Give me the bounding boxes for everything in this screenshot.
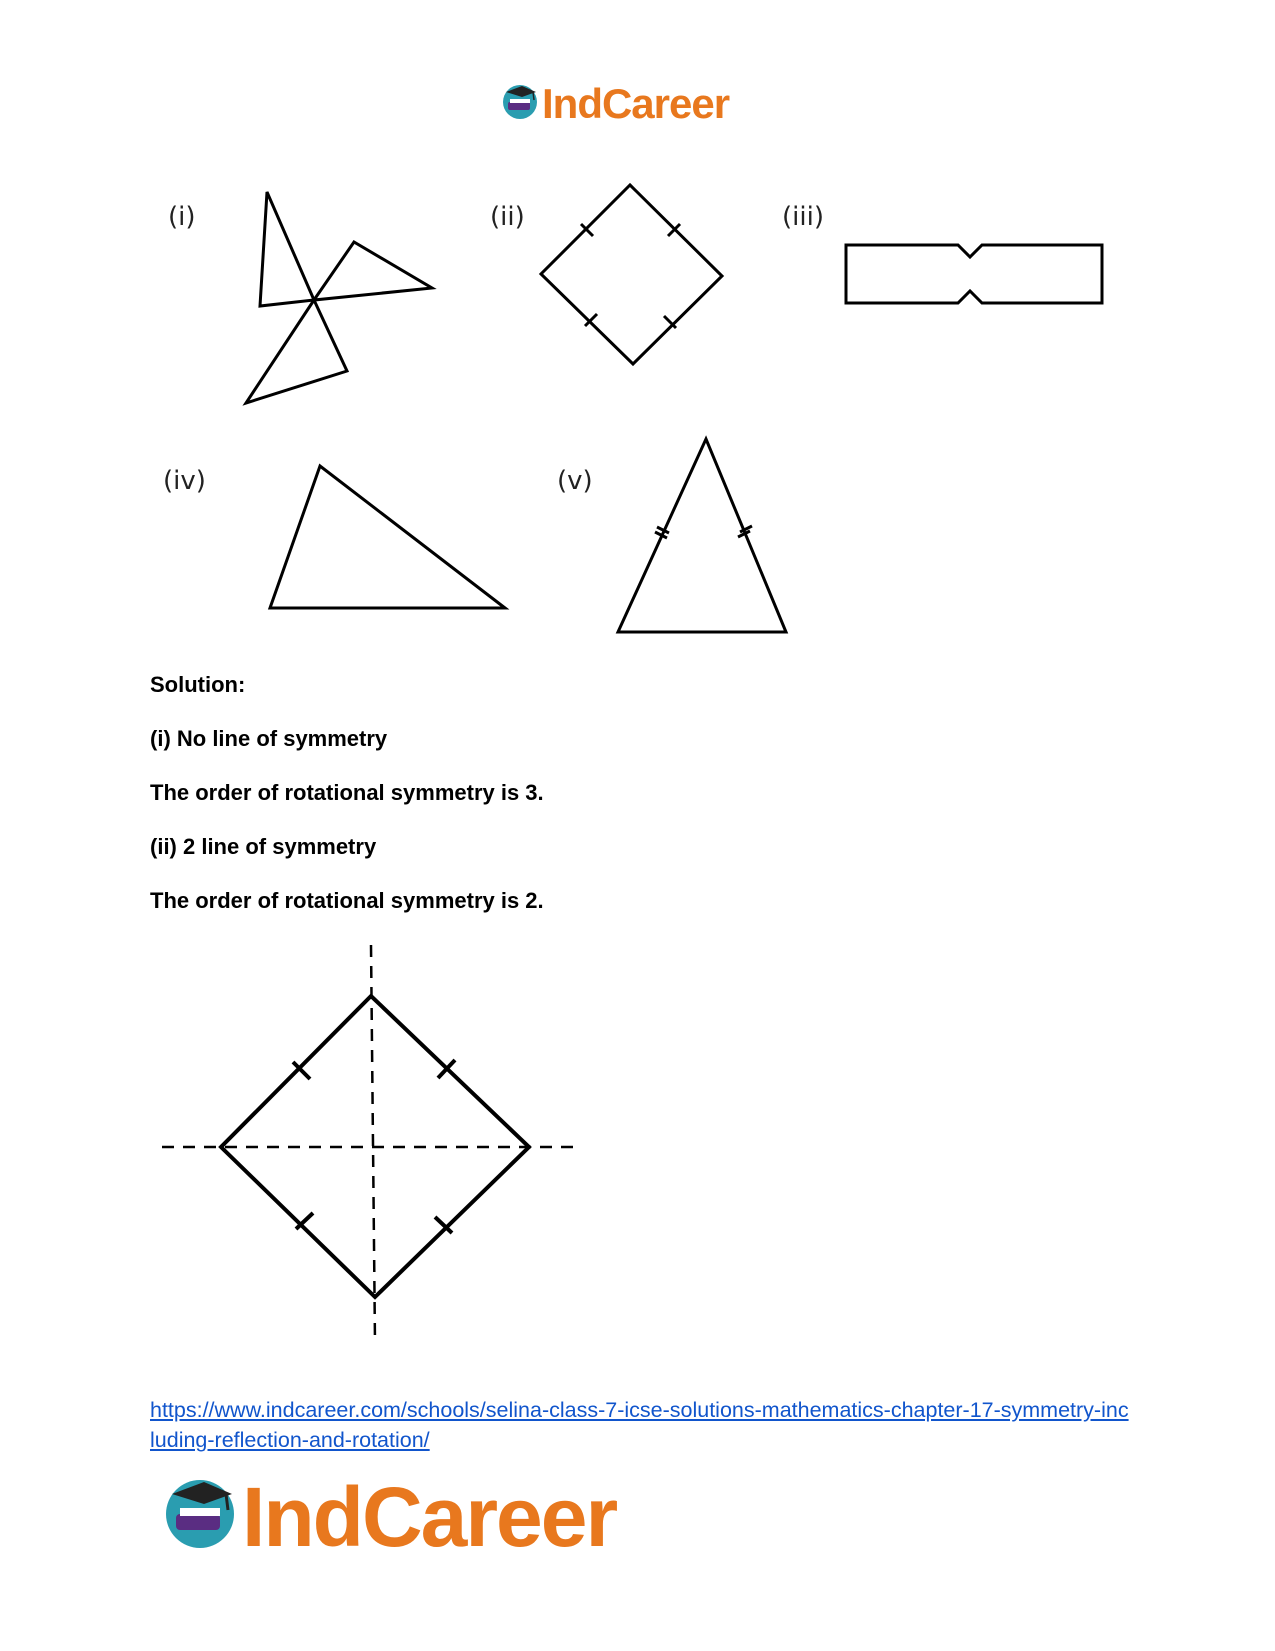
figure-label-iv: (iv) <box>163 466 206 496</box>
solution-line-1: (i) No line of symmetry <box>150 726 388 751</box>
figure-label-v: (v) <box>557 466 593 496</box>
logo-text: IndCareer <box>242 1470 617 1564</box>
footer-logo <box>160 1470 700 1565</box>
shapes-figure <box>0 0 1275 650</box>
solution-line-3: (ii) 2 line of symmetry <box>150 834 377 859</box>
figure-label-iii: (iii) <box>782 202 824 232</box>
solution-line-4: The order of rotational symmetry is 2. <box>150 888 544 913</box>
symmetry-lines-figure <box>0 940 620 1350</box>
figure-label-ii: (ii) <box>490 202 525 232</box>
solution-line-2: The order of rotational symmetry is 3. <box>150 780 544 805</box>
scalene-triangle-shape <box>270 466 505 608</box>
solution-heading: Solution: <box>150 672 246 697</box>
graduation-book-icon <box>160 1470 240 1550</box>
isosceles-triangle-shape <box>618 439 786 632</box>
source-link[interactable]: https://www.indcareer.com/schools/selina-class-7-icse-solutions-mathematics-chapter-17-symmetry-including-reflection-and-rotation/ <box>150 1398 1129 1452</box>
notched-rectangle-shape <box>846 245 1102 303</box>
figure-label-i: (i) <box>168 202 196 232</box>
rhombus-shape <box>541 185 722 364</box>
logo-text: IndCareer <box>542 80 730 127</box>
pinwheel-shape <box>246 192 432 403</box>
